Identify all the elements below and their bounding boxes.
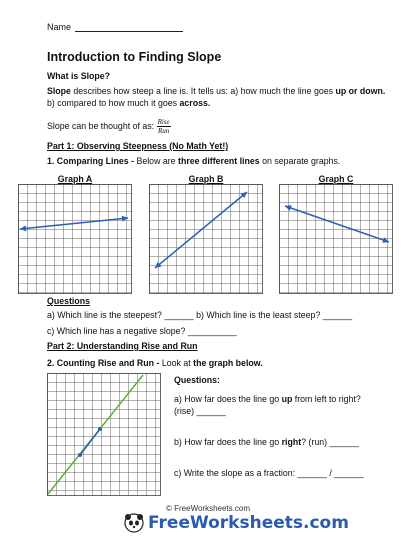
footer-brand[interactable]: FreeWorksheets.com: [148, 513, 349, 533]
part2-heading: Part 2: Understanding Rise and Run: [47, 341, 198, 351]
graph-a: [18, 184, 132, 294]
question-c: c) Which line has a negative slope? __________: [47, 326, 237, 336]
q2-bold: 2. Counting Rise and Run -: [47, 358, 160, 368]
page-title: Introduction to Finding Slope: [47, 50, 222, 64]
q1-text: Below are: [134, 156, 179, 166]
qb-right-bold: right: [281, 437, 302, 447]
q2-instructions: [47, 357, 263, 369]
slope-bold: Slope: [47, 86, 71, 96]
question-a-b: a) Which line is the steepest? ______ b) Which line is the least steep? ______: [47, 310, 353, 320]
graph-a-title: Graph A: [57, 174, 93, 184]
grid-lines: [149, 184, 263, 294]
name-label: Name: [47, 22, 72, 32]
point-1: [78, 453, 82, 457]
graph-line: [20, 218, 128, 229]
grid-border: [280, 185, 393, 294]
rise-text: Rise: [157, 118, 170, 126]
graph-c: [279, 184, 393, 294]
point-2: [98, 427, 102, 431]
name-row: [47, 22, 183, 32]
intro-text-1: describes how steep a line is. It tells us: a) how much the line goes: [70, 86, 336, 96]
rise-run-segment: [80, 429, 100, 455]
part2-question-c: c) Write the slope as a fraction: ______ / ______: [174, 468, 364, 478]
q1-text2: on separate graphs.: [259, 156, 341, 166]
footer-url[interactable]: © FreeWorksheets.com: [166, 504, 250, 513]
part1-heading: Part 1: Observing Steepness (No Math Yet!): [47, 141, 229, 151]
q1-bold2: three different lines: [178, 156, 260, 166]
graph-b-title: Graph B: [188, 174, 224, 184]
slope-fraction-line: [47, 118, 171, 135]
intro-text-2: b) compared to how much it goes: [47, 98, 180, 108]
grid-border: [19, 185, 132, 294]
run-text: Run: [157, 127, 170, 135]
graph-c-title: Graph C: [318, 174, 354, 184]
part2-question-b: [174, 436, 359, 448]
thought-of-text: Slope can be thought of as:: [47, 120, 155, 131]
part2-question-a: [174, 393, 399, 417]
across-bold: across.: [179, 98, 211, 108]
what-is-slope-heading: What is Slope?: [47, 71, 111, 81]
qa-up-bold: up: [281, 394, 293, 404]
q2-text: Look at: [159, 358, 194, 368]
q1-instructions: [47, 155, 340, 167]
rise-run-graph: [47, 373, 161, 496]
arrow-head-icon: [382, 237, 389, 243]
graph-b: [149, 184, 263, 294]
qa-text-1: a) How far does the line go: [174, 394, 282, 404]
qa-text-3: (rise) ______: [174, 406, 226, 416]
q1-bold: 1. Comparing Lines -: [47, 156, 135, 166]
qa-text-2: from left to right?: [292, 394, 361, 404]
q2-bold2: the graph below.: [193, 358, 263, 368]
qb-text-1: b) How far does the line go: [174, 437, 282, 447]
grid-lines: [18, 184, 132, 294]
part2-questions-heading: Questions:: [174, 375, 220, 385]
grid-lines: [279, 184, 393, 294]
grid-border: [48, 374, 161, 496]
name-field[interactable]: [75, 22, 183, 32]
up-or-down-bold: up or down.: [335, 86, 386, 96]
rise-over-run-fraction: [157, 118, 171, 135]
slope-definition: [47, 85, 387, 109]
questions-heading: Questions: [47, 296, 91, 306]
panda-logo-icon: [124, 513, 144, 533]
grid-border: [150, 185, 263, 294]
qb-text-2: ? (run) ______: [301, 437, 359, 447]
grid-lines: [47, 373, 161, 496]
